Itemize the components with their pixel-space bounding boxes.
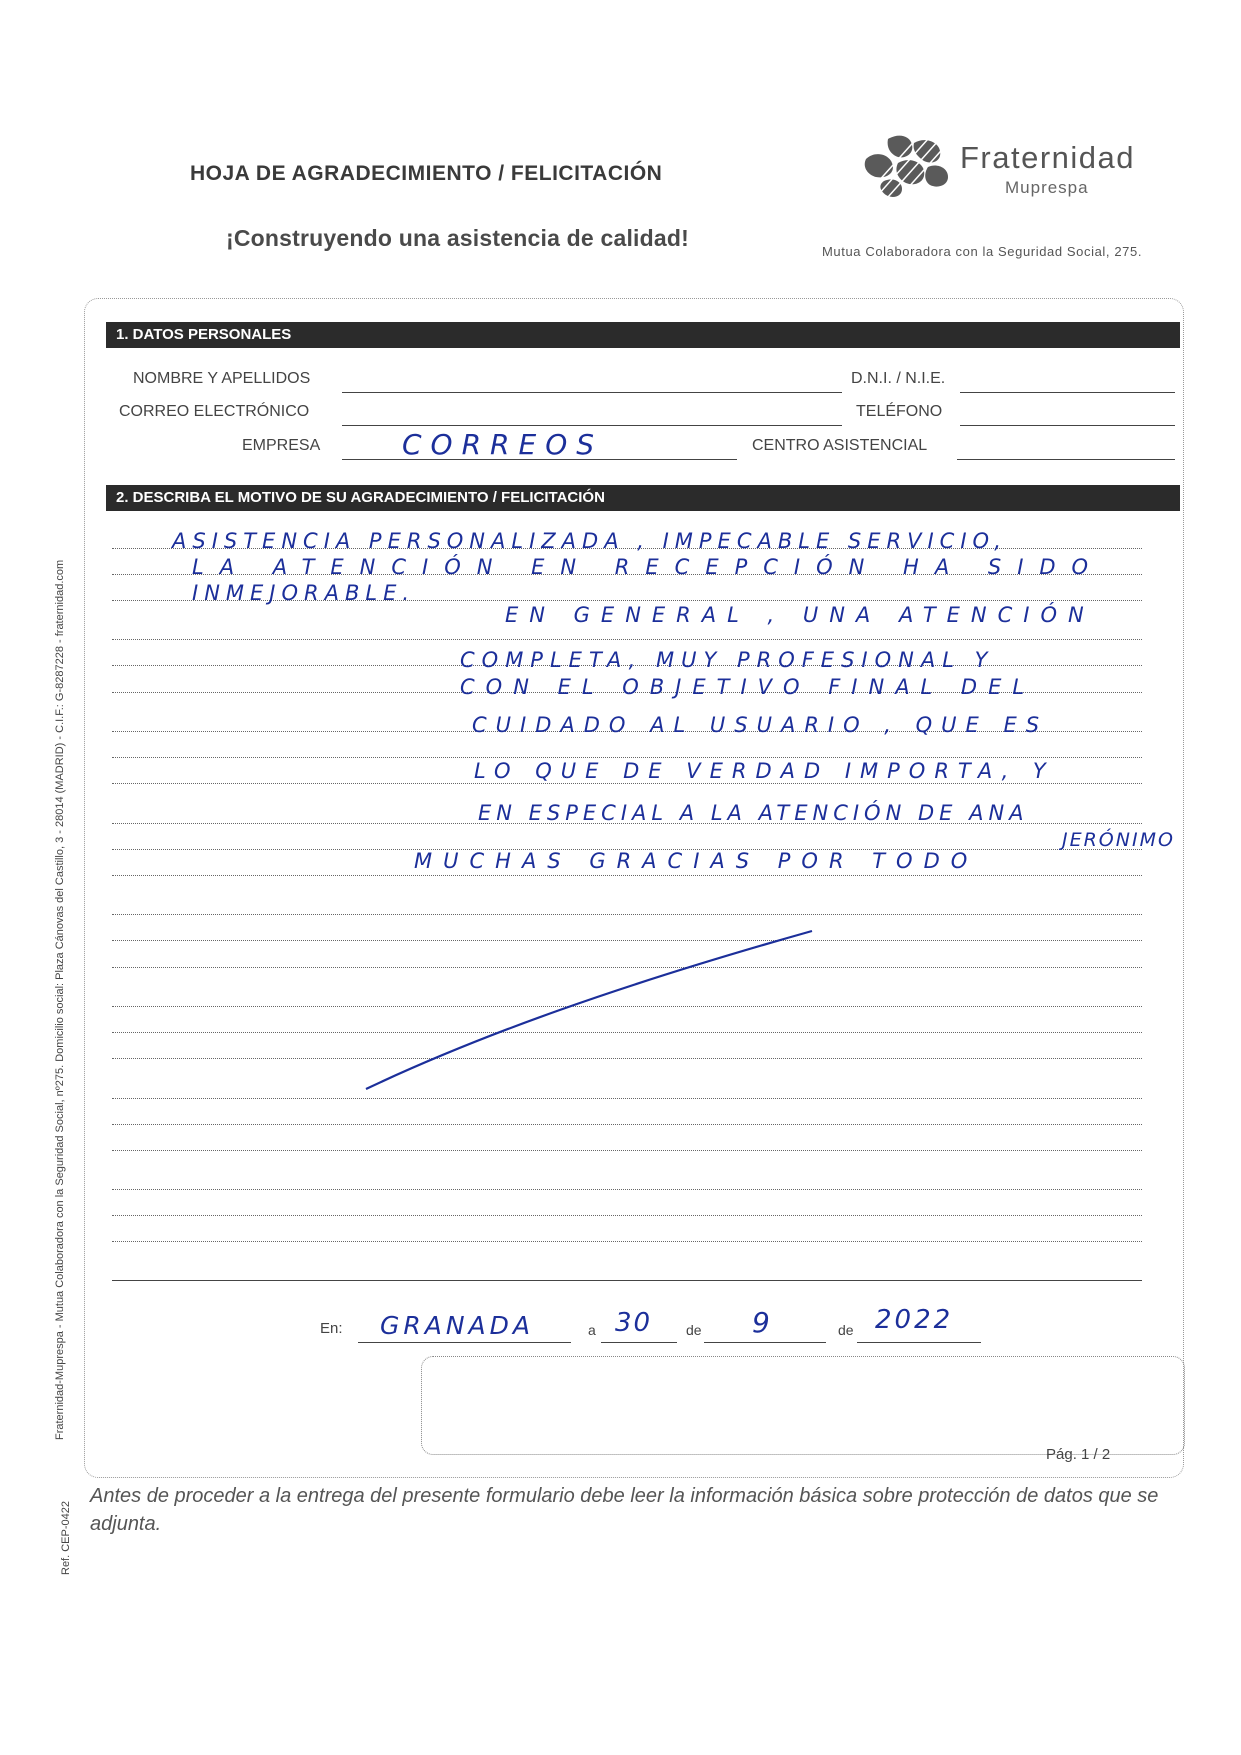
- ruled-line: [112, 1150, 1142, 1151]
- handwritten-line: EN ESPECIAL A LA ATENCIÓN DE ANA: [478, 801, 1029, 825]
- strike-through-line: [360, 925, 820, 1095]
- ruled-line: [112, 639, 1142, 640]
- section-reason-heading: 2. DESCRIBA EL MOTIVO DE SU AGRADECIMIENTO / FELICITACIÓN: [106, 485, 1180, 511]
- telefono-field[interactable]: [960, 425, 1175, 426]
- section-personal-data-heading: 1. DATOS PERSONALES: [106, 322, 1180, 348]
- handwritten-line: INMEJORABLE.: [192, 581, 416, 605]
- ruled-line: [112, 757, 1142, 758]
- handwritten-line: MUCHAS GRACIAS POR TODO: [414, 849, 979, 873]
- dni-field[interactable]: [960, 392, 1175, 393]
- ruled-line: [112, 1241, 1142, 1242]
- en-label: En:: [320, 1320, 343, 1337]
- correo-field[interactable]: [342, 425, 842, 426]
- city-field[interactable]: [358, 1342, 571, 1343]
- mutua-caption: Mutua Colaboradora con la Seguridad Social, 275.: [822, 244, 1143, 259]
- handwritten-line: CON EL OBJETIVO FINAL DEL: [460, 675, 1036, 699]
- centro-asistencial-label: CENTRO ASISTENCIAL: [752, 437, 928, 454]
- data-protection-note: Antes de proceder a la entrega del presente formulario debe leer la información básica sobre protección de datos que se adjunta.: [90, 1485, 1159, 1535]
- empresa-handwritten-value: CORREOS: [402, 428, 604, 461]
- month-field[interactable]: [704, 1342, 826, 1343]
- handwritten-line: EN GENERAL , UNA ATENCIÓN: [505, 603, 1095, 627]
- city-handwritten: GRANADA: [380, 1311, 535, 1340]
- slogan: ¡Construyendo una asistencia de calidad!: [226, 225, 689, 251]
- de-label-1: de: [686, 1322, 702, 1338]
- correo-label: CORREO ELECTRÓNICO: [119, 403, 310, 420]
- day-handwritten: 30: [615, 1308, 653, 1338]
- day-field[interactable]: [601, 1342, 677, 1343]
- brand-subtitle: Muprespa: [1005, 178, 1089, 197]
- handwritten-line: LO QUE DE VERDAD IMPORTA, Y: [474, 759, 1055, 783]
- brand-name: Fraternidad: [960, 140, 1136, 175]
- dni-label: D.N.I. / N.I.E.: [851, 370, 946, 387]
- ruled-line: [112, 875, 1142, 876]
- handwritten-line: COMPLETA, MUY PROFESIONAL Y: [460, 648, 995, 672]
- handwritten-line: JERÓNIMO: [1062, 829, 1175, 851]
- handwritten-line: ASISTENCIA PERSONALIZADA , IMPECABLE SERVICIO,: [172, 529, 1007, 553]
- ruled-line-final: [112, 1280, 1142, 1281]
- ruled-line: [112, 1215, 1142, 1216]
- document-title: HOJA DE AGRADECIMIENTO / FELICITACIÓN: [190, 162, 663, 185]
- year-field[interactable]: [857, 1342, 981, 1343]
- handwritten-line: CUIDADO AL USUARIO , QUE ES: [472, 713, 1049, 737]
- ruled-line: [112, 914, 1142, 915]
- handwritten-line: LA ATENCIÓN EN RECEPCIÓN HA SIDO: [192, 555, 1105, 579]
- nombre-field[interactable]: [342, 392, 842, 393]
- fraternidad-logo-icon: [858, 133, 954, 199]
- centro-asistencial-field[interactable]: [957, 459, 1175, 460]
- ruled-line: [112, 783, 1142, 784]
- signature-box[interactable]: [421, 1356, 1185, 1455]
- month-handwritten: 9: [752, 1306, 776, 1339]
- de-label-2: de: [838, 1322, 854, 1338]
- nombre-label: NOMBRE Y APELLIDOS: [133, 370, 311, 387]
- side-legal-text: Fraternidad-Muprespa - Mutua Colaboradora con la Seguridad Social, nº275. Domicilio social: Plaza Cánovas del Castillo, 3 - 28014 (MADRID) - C.I.F.: G-8287228 - fraternidad.com: [54, 559, 66, 1440]
- reference-code: Ref. CEP-0422: [60, 1501, 72, 1575]
- ruled-line: [112, 1189, 1142, 1190]
- ruled-line: [112, 1098, 1142, 1099]
- form-frame: [84, 298, 1184, 1478]
- empresa-label: EMPRESA: [242, 437, 321, 454]
- a-label: a: [588, 1322, 596, 1338]
- year-handwritten: 2022: [875, 1305, 954, 1335]
- page-number: Pág. 1 / 2: [1046, 1446, 1111, 1463]
- ruled-line: [112, 1124, 1142, 1125]
- telefono-label: TELÉFONO: [856, 403, 943, 420]
